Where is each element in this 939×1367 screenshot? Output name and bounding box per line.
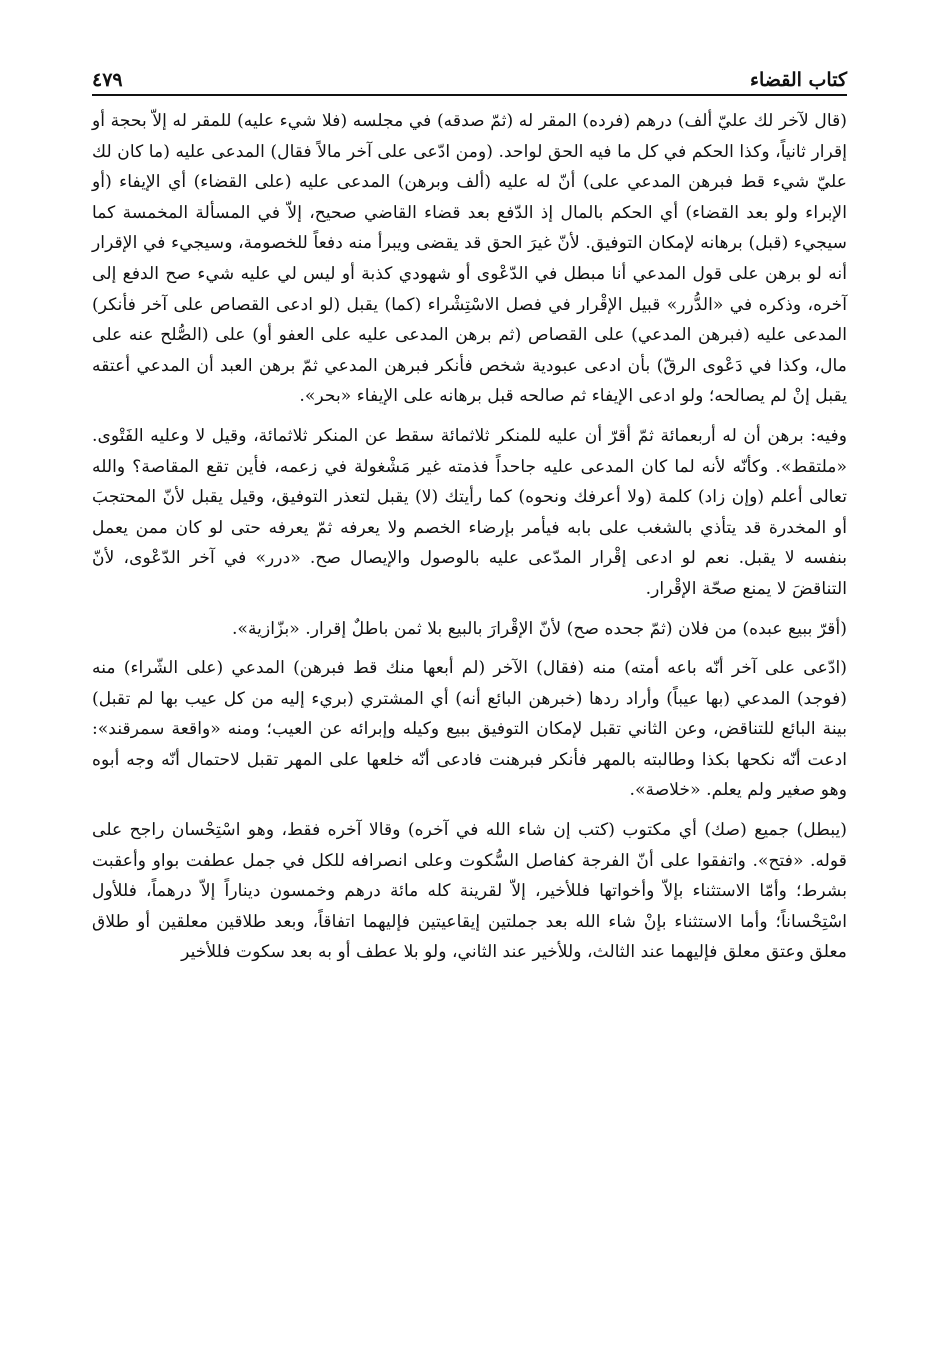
paragraph-2: وفيه: برهن أن له أربعمائة ثمّ أقرّ أن عليه للمنكر ثلاثمائة سقط عن المنكر ثلاثمائة، وقيل لا وعليه الفَتْوى. «ملتقط». وكأنّه لأنه لما كان المدعى عليه جاحداً فذمته غير مَشْغولة في زعمه، فأين تقع المقاصة؟ والله تعالى أعلم (وإن زاد) كلمة (ولا أعرفك ونحوه) كما رأيتك (لا) يقبل لتعذر التوفيق، وقيل يقبل لأنّ المحتجبَ أو المخدرة قد يتأذي بالشغب على بابه فيأمر بإرضاء الخصم ولا يعرفه ثمّ يعرفه حتى لو كان ممن يعمل بنفسه لا يقبل. نعم لو ادعى إقْرار المدّعى عليه بالوصول والإيصال صح. «درر» في آخر الدّعْوى، لأنّ التناقضَ لا يمنع صحّة الإقْرار.: [92, 425, 847, 599]
paragraph-1: (قال لآخر لك عليّ ألف) درهم (فرده) المقر له (ثمّ صدقه) في مجلسه (فلا شيء عليه) للمقر له إلاّ بحجة أو إقرار ثانياً، وكذا الحكم في كل ما فيه الحق لواحد. (ومن ادّعى على آخر مالاً فقال) المدعى عليه (ما كان لك عليّ شيء قط فبرهن المدعي على) أنّ له عليه (ألف وبرهن) المدعى عليه (على القضاء) أي الإيفاء (أو الإبراء ولو بعد القضاء) أي الحكم بالمال إذ الدّفع بعد قضاء القاضي صحيح، إلاّ في المسألة المخمسة كما سيجيء (قبل) برهانه لإمكان التوفيق. لأنّ غيرَ الحق قد يقضى ويبرأ منه دفعاً للخصومة، وسيجيء في الإقرار أنه لو برهن على قول المدعي أنا مبطل في الدّعْوى أو شهودي كذبة أو ليس لي عليه شيء صح الدفع إلى آخره، وذكره في «الدُّرر» قبيل الإقْرار في فصل الاسْتِشْراء (كما) يقبل (لو ادعى القصاص على آخر فأنكر) المدعى عليه (فبرهن المدعي) على القصاص (ثم برهن المدعى عليه على العفو أو) على (الصُّلح عنه على مال، وكذا في دَعْوى الرقّ) بأن ادعى عبودية شخص فأنكر فبرهن المدعي ثمّ برهن العبد أن المدعي أعتقه يقبل إنْ لم يصالحه؛ ولو ادعى الإيفاء ثم صالحه قبل برهانه على الإيفاء «بحر».: [92, 111, 847, 407]
page-body: [92, 106, 847, 968]
page-number: ٤٧٩: [92, 69, 123, 91]
document-page: [92, 58, 847, 1347]
page-header: [92, 58, 847, 96]
paragraph-3: (أقرّ ببيع عبده) من فلان (ثمّ جحده صح) لأنّ الإقْرارَ بالبيع بلا ثمن باطلٌ إقرار. «بزّازية».: [231, 618, 847, 639]
chapter-title: كتاب القضاء: [750, 69, 847, 91]
paragraph-5: (يبطل) جميع (صك) أي مكتوب (كتب إن شاء الله في آخره) وقالا آخره فقط، وهو اسْتِحْسان راجح على قوله. «فتح». واتفقوا على أنّ الفرجة كفاصل السُّكوت وعلى انصرافه للكل في جمل عطفت بواو وأعقبت بشرط؛ وأمّا الاستثناء بإلاّ وأخواتها فللأخير، إلاّ لقرينة كله مائة درهم وخمسون ديناراً إلاّ درهماً، فللأول اسْتِحْساناً؛ وأما الاستثناء بإنْ شاء الله بعد جملتين إيقاعيتين فإليهما اتفاقاً، وبعد طلاقين معلقين أو طلاق معلق وعتق معلق فإليهما عند الثالث، وللأخير عند الثاني، ولو بلا عطف أو به بعد سكوت فللأخير: [92, 820, 847, 963]
paragraph-4: (ادّعى على آخر أنّه باعه أمته) منه (فقال) الآخر (لم أبعها منك قط فبرهن) المدعي (على الشّراء) منه (فوجد) المدعي (بها عيباً) وأراد ردها (خبرهن البائع أنه) أي المشتري (بريء إليه من كل عيب بها لم تقبل) بينة البائع للتناقض، وعن الثاني تقبل لإمكان التوفيق ببيع وكيله وإبرائه عن العيب؛ ومنه «واقعة سمرقند»: ادعت أنّه نكحها بكذا وطالبته بالمهر فأنكر فبرهنت فادعى أنّه خلعها على المهر تقبل لاحتمال أنّه وجه أبوه وهو صغير ولم يعلم. «خلاصة».: [92, 658, 848, 801]
